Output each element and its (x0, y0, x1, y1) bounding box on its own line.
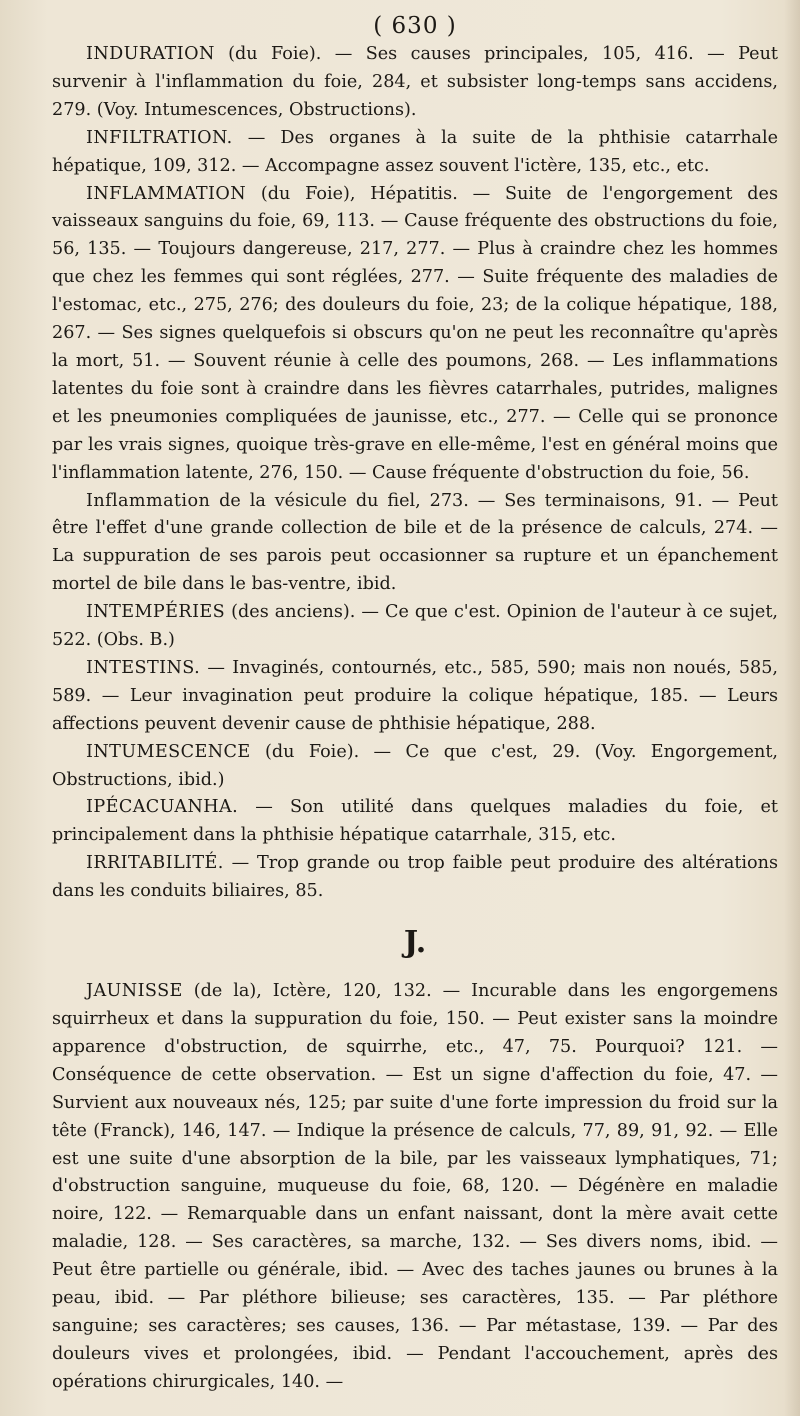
entry-head: INFILTRATION. (86, 127, 233, 148)
entry-text: — Son utilité dans quelques maladies du foie, et principalement dans la phthisie hépatique catarrhale, 315, etc. (52, 797, 778, 846)
entry-text: — Trop grande ou trop faible peut produire des altérations dans les conduits biliaires, 85. (52, 853, 779, 902)
entry-text: (du Foie). — Ses causes principales, 105, 416. — Peut survenir à l'inflammation du foie, 284, et subsister long-temps sans accidens, 279. (Voy. Intumescences, Obstructions). (52, 44, 778, 120)
entry-text: (des anciens). — Ce que c'est. Opinion de l'auteur à ce sujet, 522. (Obs. B.) (52, 602, 779, 651)
entry-text: (de la), Ictère, 120, 132. — Incurable dans les engorgemens squirrheux et dans la suppuration du foie, 150. — Peut exister sans la moindre apparence d'obstruction, de squirrhe, etc., 47, 75. Pourquoi? 121. — Conséquence de cette observation. — Est un signe d'affection du foie, 47. — Survient aux nouveaux nés, 125; par suite d'une forte impression du froid sur la tête (Franck), 146, 147. — Indique la présence de calculs, 77, 89, 91, 92. — Elle est une suite d'une absorption de la bile, par les vaisseaux lymphatiques, 71; d'obstruction sanguine, muqueuse du foie, 68, 120. — Dégénère en maladie noire, 122. — Remarquable dans un enfant naissant, dont la mère avait cette maladie, 128. — Ses caractères, sa marche, 132. — Ses divers noms, ibid. — Peut être partielle ou générale, ibid. — Avec des taches jaunes ou brunes à la peau, ibid. — Par pléthore bilieuse; ses caractères, 135. — Par pléthore sanguine; ses caractères; ses causes, 136. — Par métastase, 139. — Par des douleurs vives et prolongées, ibid. — Pendant l'accouchement, après des opérations chirurgicales, 140. — (52, 981, 778, 1392)
index-entries-j (52, 978, 778, 1397)
index-entries-i (52, 41, 778, 906)
entry-head: INTESTINS. (86, 657, 201, 678)
index-entry (52, 599, 778, 655)
page-number: ( 630 ) (373, 13, 457, 39)
entry-head: JAUNISSE (86, 981, 183, 1002)
entry-text: — Invaginés, contournés, etc., 585, 590; mais non noués, 585, 589. — Leur invagination peut produire la colique hépatique, 185. — Leurs affections peuvent devenir cause de phthisie hépatique, 288. (52, 657, 778, 734)
index-entry (52, 739, 778, 795)
entry-head: IPÉCACUANHA. (86, 797, 239, 818)
entry-text: (du Foie), Hépatitis. — Suite de l'engorgement des vaisseaux sanguins du foie, 69, 113. — Cause fréquente des obstructions du foie, 56, 135. — Toujours dangereuse, 217, 277. — Plus à craindre chez les hommes que chez les femmes qui sont réglées, 277. — Suite fréquente des maladies de l'estomac, etc., 275, 276; des douleurs du foie, 23; de la colique hépatique, 188, 267. — Ses signes quelquefois si obscurs qu'on ne peut les reconnaître qu'après la mort, 51. — Souvent réunie à celle des poumons, 268. — Les inflammations latentes du foie sont à craindre dans les fièvres catarrhales, putrides, malignes et les pneumonies compliquées de jaunisse, etc., 277. — Celle qui se prononce par les vrais signes, quoique très-grave en elle-même, l'est en général moins que l'inflammation latente, 276, 150. — Cause fréquente d'obstruction du foie, 56. (52, 183, 778, 483)
entry-text: de la vésicule du fiel, 273. — Ses terminaisons, 91. — Peut être l'effet d'une grande collection de bile et de la présence de calculs, 274. — La suppuration de ses parois peut occasionner sa rupture et un épanchement mortel de bile dans le bas-ventre, ibid. (52, 490, 779, 595)
entry-head: INTEMPÉRIES (86, 602, 226, 623)
page-edge-shadow (784, 0, 800, 1416)
entry-head: IRRITABILITÉ. (86, 853, 224, 874)
index-entry (52, 41, 778, 125)
index-entry (52, 850, 778, 906)
entry-text: (du Foie). — Ce que c'est, 29. (Voy. Engorgement, Obstructions, ibid.) (52, 741, 778, 790)
index-entry (52, 655, 778, 739)
index-entry (52, 978, 778, 1397)
section-letter: J. (403, 925, 427, 961)
index-entry (52, 488, 778, 600)
entry-head: INFLAMMATION (86, 183, 247, 204)
index-entry (52, 794, 778, 850)
entry-head: INTUMESCENCE (86, 741, 251, 762)
entry-text: — Des organes à la suite de la phthisie catarrhale hépatique, 109, 312. — Accompagne assez souvent l'ictère, 135, etc., etc. (52, 127, 779, 176)
index-entry (52, 181, 778, 488)
entry-head: INDURATION (86, 44, 215, 64)
entry-head: Inflammation (86, 490, 211, 511)
index-entry (52, 125, 778, 181)
